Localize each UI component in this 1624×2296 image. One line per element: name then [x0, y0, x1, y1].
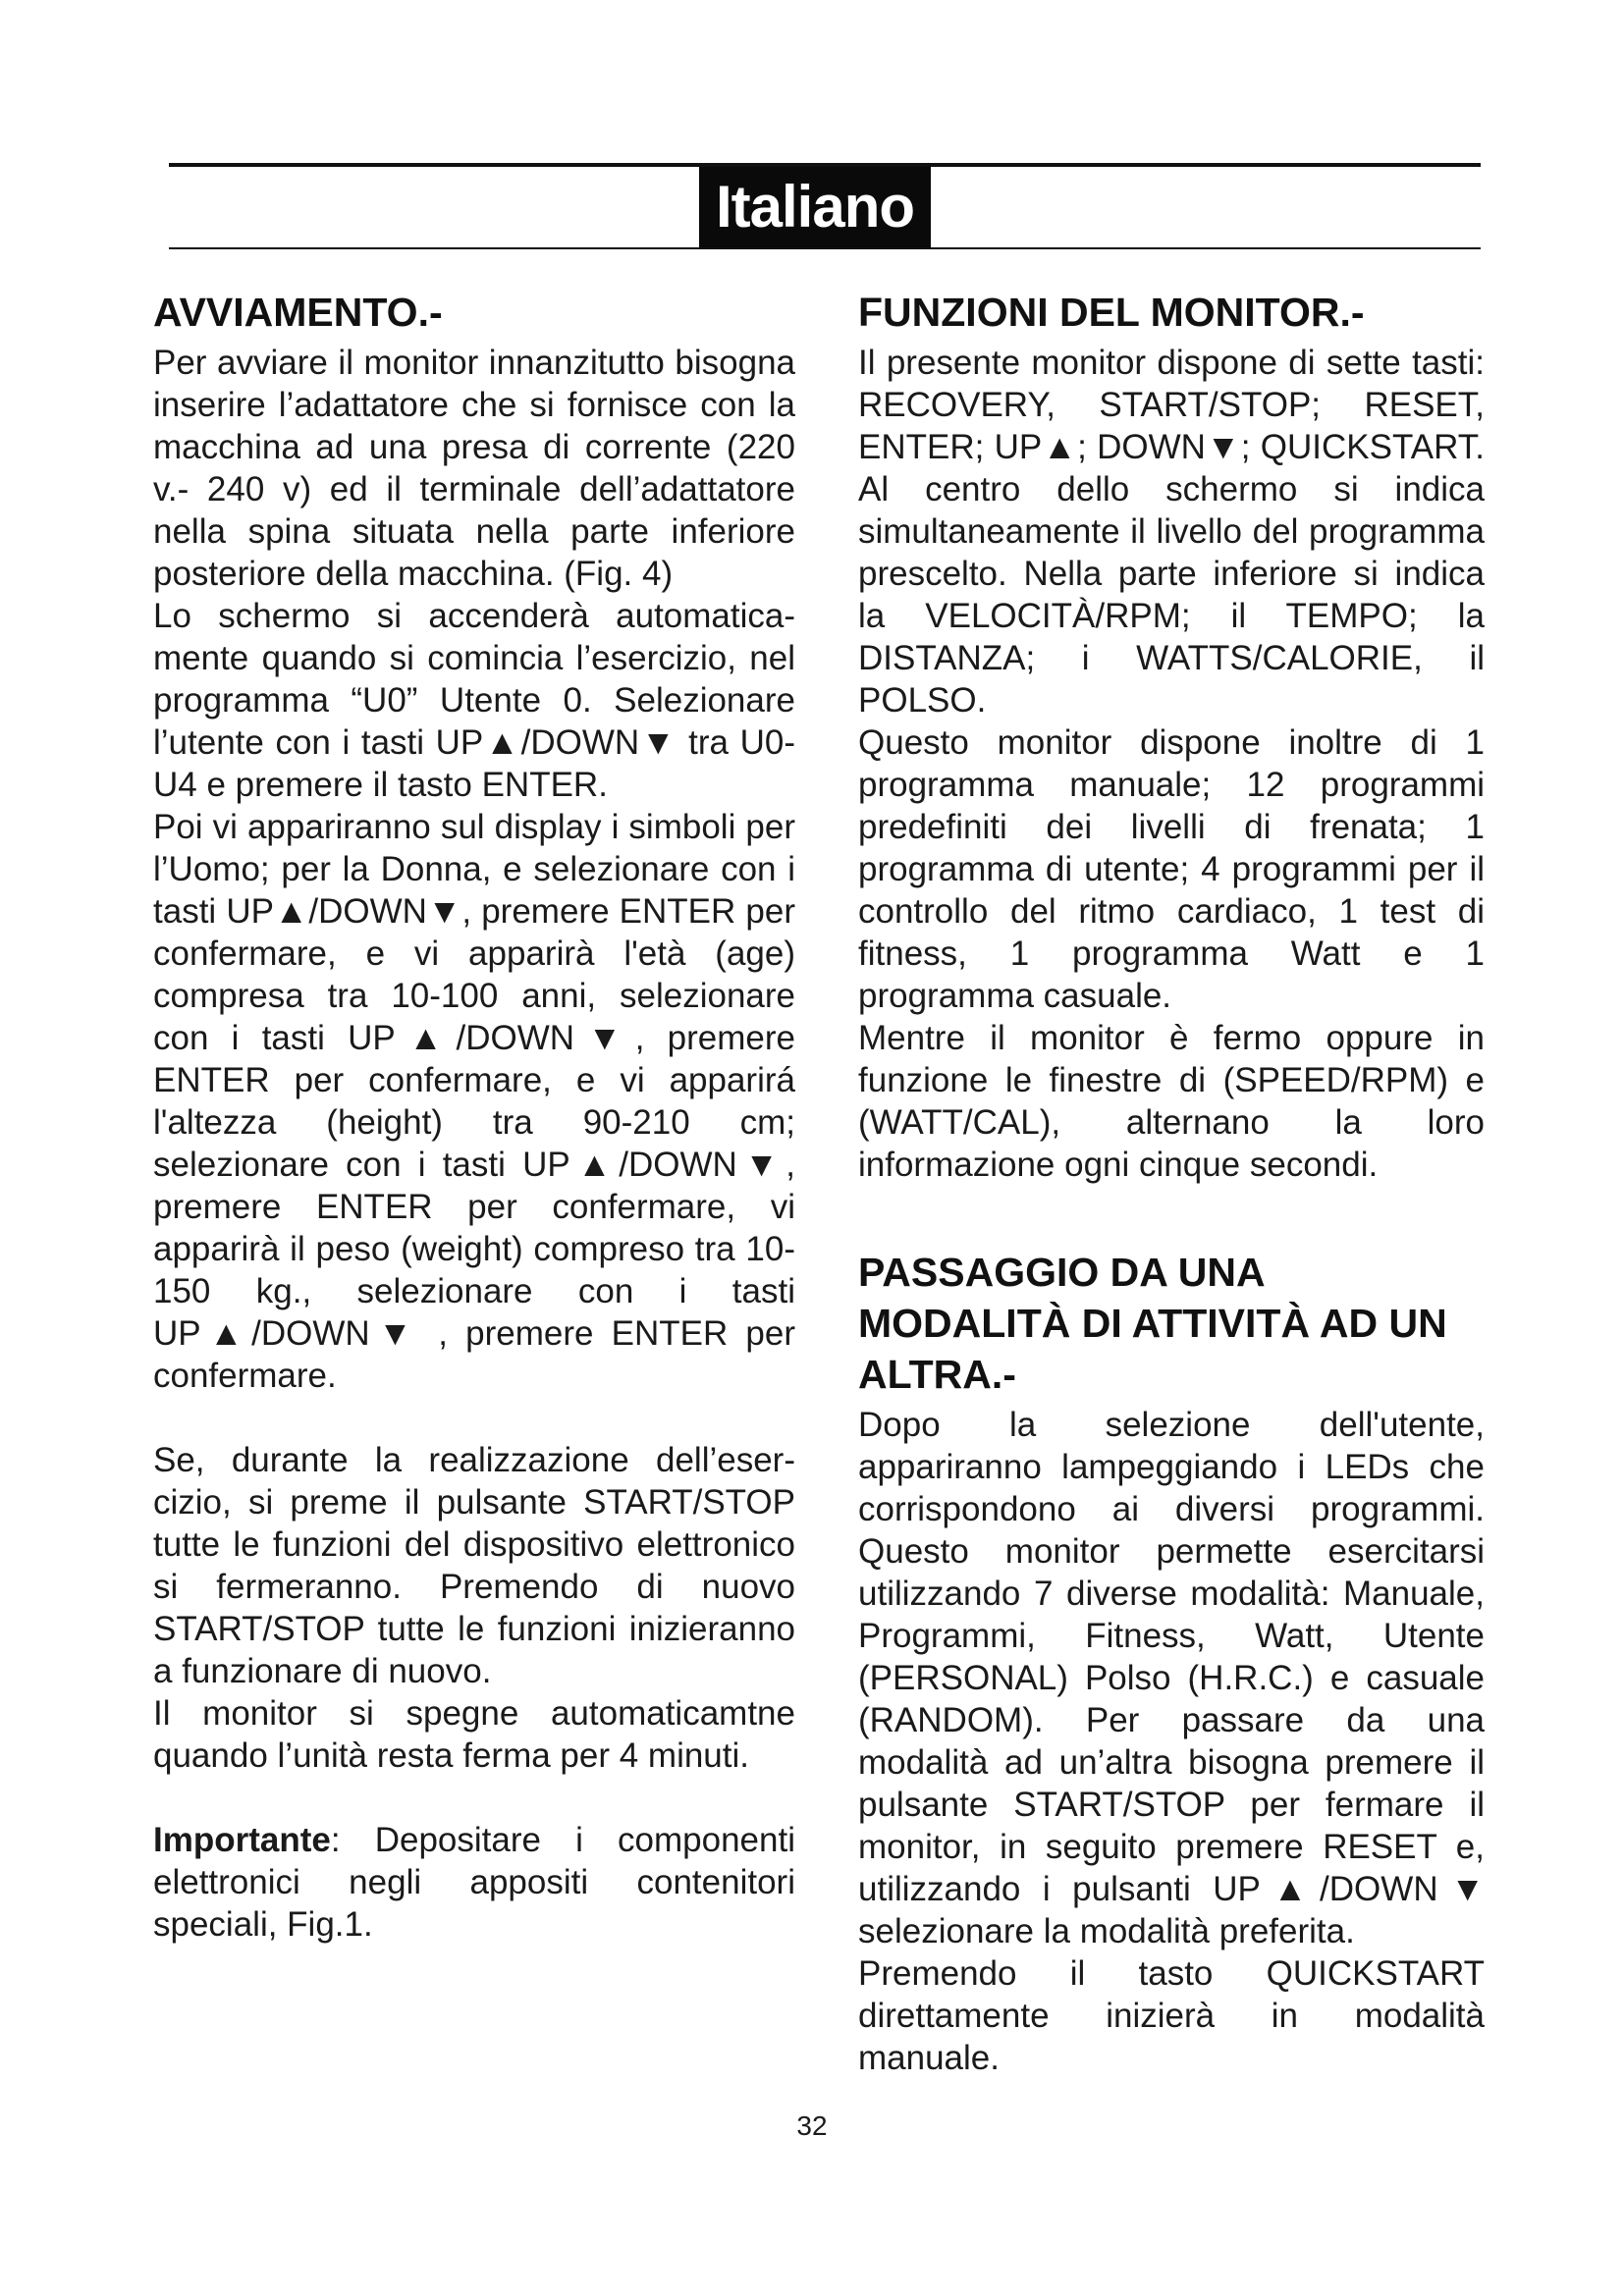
paragraph: Dopo la selezione dell'utente, appariranno lampeggiando i LEDs che corrispondono ai diversi programmi. Questo monitor permette esercitarsi utilizzando 7 diverse modalità: Manuale, Programmi, Fitness, Watt, Utente (PERSONAL) Polso (H.R.C.) e casuale (RANDOM). Per passare da una modalità ad un’altra bisogna premere il pulsante START/STOP per fermare il monitor, in seguito premere RESET e, utilizzando i pulsanti UP▲/DOWN▼ selezionare la modalità preferita. [858, 1406, 1485, 1950]
paragraph: Questo monitor dispone inoltre di 1 programma manuale; 12 programmi predefiniti dei livelli di frenata; 1 programma di utente; 4 programmi per il controllo del ritmo cardiaco, 1 test di fitness, 1 programma Watt e 1 programma casuale. [858, 723, 1485, 1015]
paragraph: Il presente monitor dispone di sette tasti: RECOVERY, START/STOP; RESET, ENTER; UP▲; DOWN▼; QUICKSTART. Al centro dello schermo si indica simultaneamente il livello del programma prescelto. Nella parte inferiore si indica la VELOCITÀ/RPM; il TEMPO; la DISTANZA; i WATTS/CALORIE, il POLSO. [858, 344, 1485, 720]
right-column [858, 287, 1485, 2079]
paragraph: Se, durante la realizzazione dell’eser-cizio, si preme il pulsante START/STOP tutte le funzioni del dispositivo elettronico si fermeranno. Premendo di nuovo START/STOP tutte le funzioni inizieranno a funzionare di nuovo. [153, 1441, 795, 1690]
paragraph: Mentre il monitor è fermo oppure in funzione le finestre di (SPEED/RPM) e (WATT/CAL), alternano la loro informazione ogni cinque secondi. [858, 1019, 1485, 1184]
spacer [858, 1186, 1485, 1247]
section-heading-passaggio: PASSAGGIO DA UNA MODALITÀ DI ATTIVITÀ AD UN ALTRA.- [858, 1250, 1447, 1397]
spacer [153, 1777, 795, 1819]
page-number: 32 [796, 2110, 828, 2141]
important-note [153, 1819, 795, 1946]
paragraph: Premendo il tasto QUICKSTART direttamente inizierà in modalità manuale. [858, 1954, 1485, 2077]
important-label: Importante [153, 1821, 331, 1859]
section-heading-funzioni: FUNZIONI DEL MONITOR.- [858, 290, 1365, 335]
paragraph: Poi vi appariranno sul display i simboli per l’Uomo; per la Donna, e selezionare con i tasti UP▲/DOWN▼, premere ENTER per confermare, e vi apparirà l'età (age) compresa tra 10-100 anni, selezionare con i tasti UP▲/DOWN▼, premere ENTER per confermare, e vi apparirá l'altezza (height) tra 90-210 cm; selezionare con i tasti UP▲/DOWN▼, premere ENTER per confermare, vi apparirà il peso (weight) compreso tra 10-150 kg., selezionare con i tasti UP▲/DOWN▼ , premere ENTER per confermare. [153, 808, 795, 1395]
paragraph: Lo schermo si accenderà automatica-mente quando si comincia l’esercizio, nel programma “U0” Utente 0. Selezionare l’utente con i tasti UP▲/DOWN▼ tra U0-U4 e premere il tasto ENTER. [153, 597, 795, 804]
left-column [153, 287, 795, 1946]
paragraph: Il monitor si spegne automaticamtne quando l’unità resta ferma per 4 minuti. [153, 1694, 795, 1775]
spacer [153, 1397, 795, 1439]
language-tab: Italiano [699, 167, 931, 247]
section-heading-avviamento: AVVIAMENTO.- [153, 290, 443, 335]
paragraph: Per avviare il monitor innanzitutto bisogna inserire l’adattatore che si fornisce con la macchina ad una presa di corrente (220 v.- 240 v) ed il terminale dell’adattatore nella spina situata nella parte inferiore posteriore della macchina. (Fig. 4) [153, 344, 795, 593]
important-text: : Depositare i componenti elettronici negli appositi contenitori speciali, Fig.1. [153, 1821, 795, 1944]
header-rule-bottom [169, 247, 1481, 249]
